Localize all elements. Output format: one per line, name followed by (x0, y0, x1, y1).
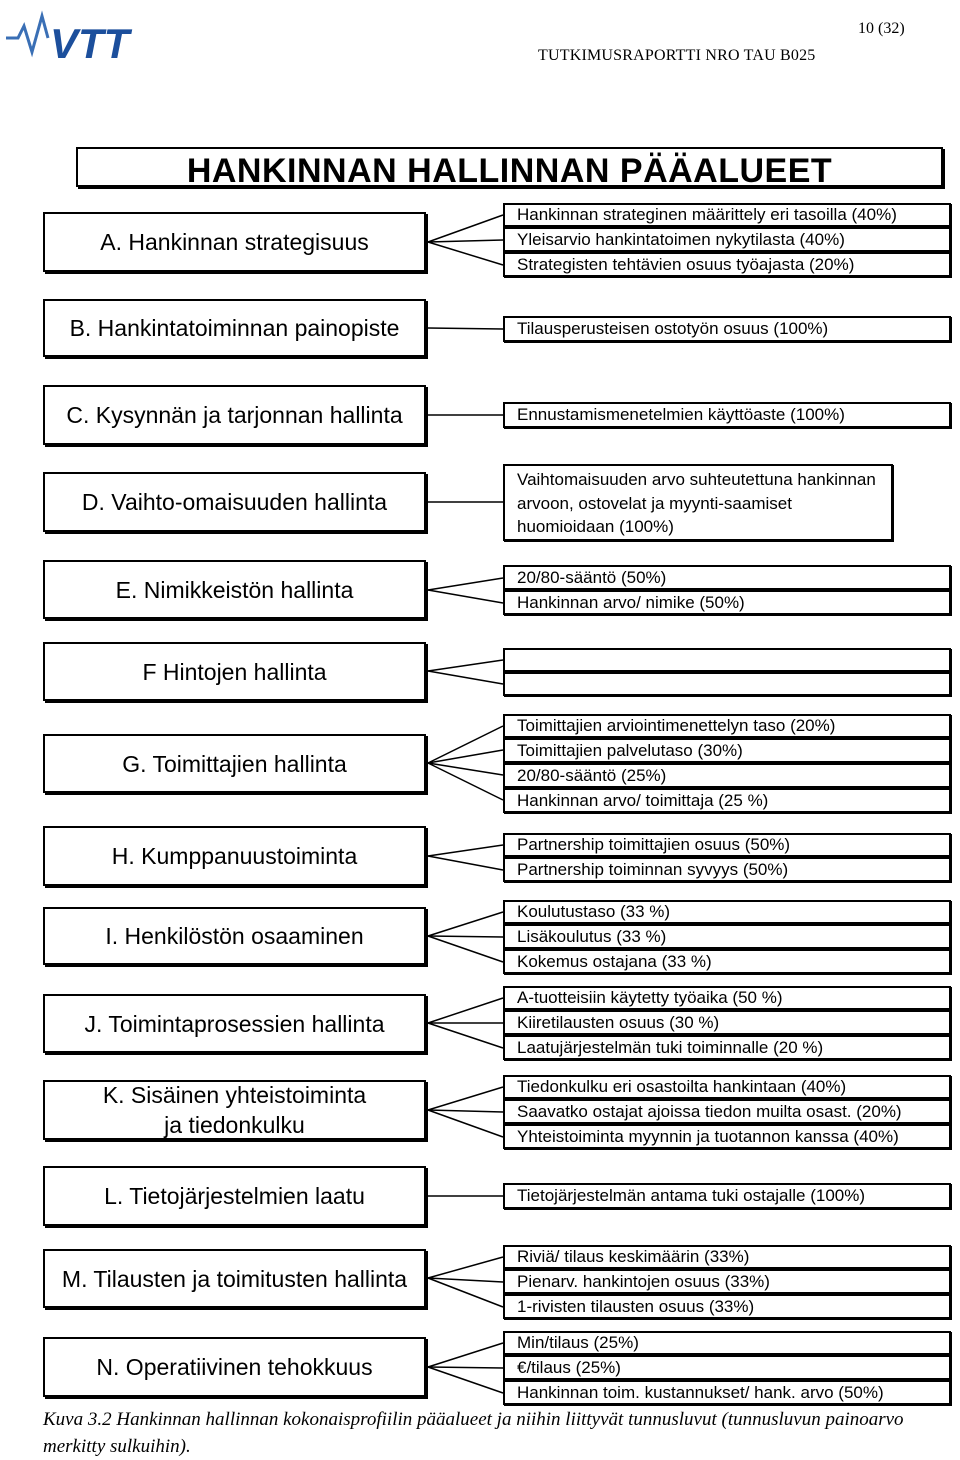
indicator-box: Koulutustaso (33 %) (503, 900, 951, 924)
connector-line (428, 1087, 503, 1110)
connector-line (428, 1257, 503, 1278)
area-m (43, 1249, 426, 1308)
indicator-box: Min/tilaus (25%) (503, 1331, 951, 1355)
connector-line (428, 936, 503, 937)
connector-line (428, 912, 503, 936)
connector-line (428, 1367, 503, 1393)
connector-line (428, 845, 503, 856)
indicator-box: Lisäkoulutus (33 %) (503, 924, 951, 949)
area-l (43, 1166, 426, 1226)
area-label: J. Toimintaprosessien hallinta (84, 1010, 385, 1037)
area-label: H. Kumppanuustoiminta (111, 843, 358, 869)
indicator-box: Riviä/ tilaus keskimäärin (33%) (503, 1245, 951, 1269)
connector-line (428, 215, 503, 242)
area-g (43, 734, 426, 793)
indicator-box: 20/80-sääntö (25%) (503, 763, 951, 788)
indicator-box: Ennustamismenetelmien käyttöaste (100%) (503, 402, 951, 428)
indicator-box: Hankinnan strateginen määrittely eri tasoilla (40%) (503, 203, 951, 227)
area-k (43, 1080, 426, 1140)
area-label: K. Sisäinen yhteistoiminta ja tiedonkulku (102, 1082, 367, 1138)
indicator-box: Toimittajien arviointimenettelyn taso (20%) (503, 714, 951, 738)
area-label: F Hintojen hallinta (142, 658, 327, 685)
indicator-box: 1-rivisten tilausten osuus (33%) (503, 1294, 951, 1319)
connector-line (428, 590, 503, 603)
indicator-box: Vaihtomaisuuden arvo suhteutettuna hankinnan arvoon, ostovelat ja myynti-saamiset huomioidaan (100%) (503, 464, 893, 541)
connector-line (428, 1343, 503, 1367)
area-label: C. Kysynnän ja tarjonnan hallinta (66, 402, 403, 428)
area-label: L. Tietojärjestelmien laatu (104, 1183, 365, 1209)
indicator-box-empty (503, 672, 951, 696)
area-i (43, 907, 426, 965)
area-d (43, 472, 426, 532)
logo-text: VTT (50, 20, 130, 67)
figure-caption: Kuva 3.2 Hankinnan hallinnan kokonaisprofiilin pääalueet ja niihin liittyvät tunnusluvut (tunnusluvun painoarvo merkitty sulkuihin). (43, 1409, 904, 1457)
indicator-box: Kokemus ostajana (33 %) (503, 949, 951, 974)
indicator-box: Saavatko ostajat ajoissa tiedon muilta osast. (20%) (503, 1099, 951, 1124)
connector-line (428, 240, 503, 242)
area-label: N. Operatiivinen tehokkuus (96, 1354, 373, 1380)
connector-line (428, 578, 503, 590)
connector-line (428, 726, 503, 763)
indicator-box: 20/80-sääntö (50%) (503, 565, 951, 590)
area-label: B. Hankintatoiminnan painopiste (69, 315, 400, 341)
connector-line (428, 998, 503, 1023)
indicator-box: Hankinnan arvo/ toimittaja (25 %) (503, 788, 951, 813)
indicator-box: Yhteistoiminta myynnin ja tuotannon kanssa (40%) (503, 1124, 951, 1149)
connector-line (428, 1278, 503, 1282)
indicator-box: Pienarv. hankintojen osuus (33%) (503, 1269, 951, 1294)
area-label: G. Toimittajien hallinta (122, 750, 347, 777)
area-j (43, 994, 426, 1053)
area-b (43, 299, 426, 357)
area-n (43, 1337, 426, 1397)
indicator-box: €/tilaus (25%) (503, 1355, 951, 1380)
area-label: I. Henkilöstön osaaminen (105, 923, 364, 949)
indicator-box: Kiiretilausten osuus (30 %) (503, 1010, 951, 1035)
connector-line (428, 750, 503, 763)
indicator-box: Laatujärjestelmän tuki toiminnalle (20 %) (503, 1035, 951, 1060)
area-a (43, 212, 426, 272)
indicator-box: A-tuotteisiin käytetty työaika (50 %) (503, 986, 951, 1010)
area-label: D. Vaihto-omaisuuden hallinta (81, 489, 388, 515)
indicator-box: Tiedonkulku eri osastoilta hankintaan (40%) (503, 1075, 951, 1099)
connector-line (428, 936, 503, 962)
indicator-box: Toimittajien palvelutaso (30%) (503, 738, 951, 763)
area-h (43, 826, 426, 886)
area-c (43, 385, 426, 445)
connector-line (428, 328, 503, 329)
indicator-box: Tilausperusteisen ostotyön osuus (100%) (503, 316, 951, 342)
connector-line (428, 1367, 503, 1368)
indicator-box-empty (503, 648, 951, 672)
connector-line (428, 856, 503, 870)
connector-line (428, 671, 503, 684)
diagram-title: HANKINNAN HALLINNAN PÄÄALUEET (76, 147, 943, 187)
indicator-box: Tietojärjestelmän antama tuki ostajalle (100%) (503, 1183, 951, 1209)
connector-line (428, 242, 503, 265)
report-id: TUTKIMUSRAPORTTI NRO TAU B025 (538, 47, 816, 64)
connector-line (428, 1023, 503, 1048)
area-e (43, 560, 426, 619)
area-label: A. Hankinnan strategisuus (100, 229, 369, 255)
area-f (43, 642, 426, 701)
connector-line (428, 660, 503, 671)
indicator-box: Partnership toimittajien osuus (50%) (503, 833, 951, 857)
indicator-box: Strategisten tehtävien osuus työajasta (20%) (503, 252, 951, 277)
connector-line (428, 1278, 503, 1307)
connector-line (428, 1110, 503, 1137)
indicator-box: Hankinnan arvo/ nimike (50%) (503, 590, 951, 615)
area-label: E. Nimikkeistön hallinta (115, 576, 354, 603)
area-label: M. Tilausten ja toimitusten hallinta (61, 1265, 408, 1292)
connector-line (428, 1110, 503, 1112)
indicator-box: Partnership toiminnan syvyys (50%) (503, 857, 951, 882)
indicator-box: Hankinnan toim. kustannukset/ hank. arvo (50%) (503, 1380, 951, 1405)
page-number: 10 (32) (858, 20, 905, 37)
indicator-box: Yleisarvio hankintatoimen nykytilasta (40%) (503, 227, 951, 252)
